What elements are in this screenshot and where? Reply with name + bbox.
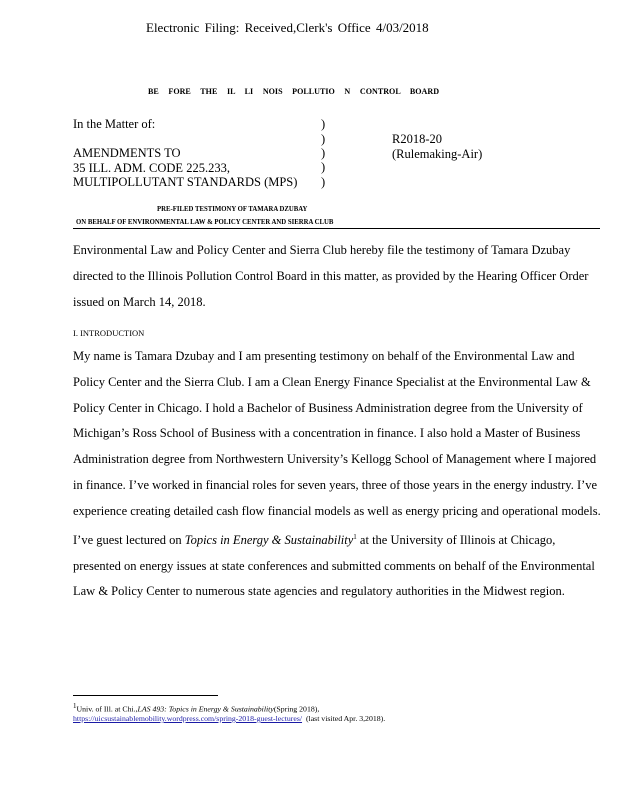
footnote-ref[interactable]: 1 <box>353 532 357 541</box>
docket-number: R2018-20 <box>392 132 442 146</box>
body-paragraph <box>73 344 605 605</box>
docket-block <box>392 132 482 161</box>
caption-paren: ) <box>321 146 326 160</box>
caption-subject-line: AMENDMENTS TO <box>73 146 181 160</box>
caption-paren: ) <box>321 160 326 174</box>
testimony-title-line2: ON BEHALF OF ENVIRONMENTAL LAW & POLICY CENTER AND SIERRA CLUB <box>76 217 334 226</box>
caption-subject-line: 35 ILL. ADM. CODE 225.233, <box>73 160 230 175</box>
board-title: BE FORE THE IL LI NOIS POLLUTIO N CONTROL BOARD <box>148 86 440 96</box>
footnote-link[interactable]: https://uicsustainablemobility.wordpress.com/spring-2018-guest-lectures/ <box>73 714 303 723</box>
footnote-text: (Spring 2018), <box>273 704 320 714</box>
footnote-course: LAS 493: Topics in Energy & Sustainability <box>137 704 274 714</box>
filing-stamp: Electronic Filing: Received,Clerk's Office 4/03/2018 <box>146 20 429 35</box>
in-the-matter-label: In the Matter of: <box>73 117 156 131</box>
caption-paren: ) <box>321 175 326 189</box>
caption-subject-line: MULTIPOLLUTANT STANDARDS (MPS) <box>73 175 298 189</box>
footnote-marker: 1 <box>73 702 77 710</box>
footnote-visited: (last visited Apr. 3,2018). <box>305 714 386 723</box>
docket-type: (Rulemaking-Air) <box>392 146 483 161</box>
caption-paren: ) <box>321 117 326 131</box>
body-text: My name is Tamara Dzubay and I am presenting testimony on behalf of the Environmental Law and Policy Center and the Sierra Club. I am a Clean Energy Finance Specialist at the Environmental Law & Policy Center in Chicago. I hold a Bachelor of Business Administration degree from the University of Michigan’s Ross School of Business with a concentration in finance. I also hold a Master of Business Administration degree from Northwestern University’s Kellogg School of Management where I majored in finance. I’ve worked in financial roles for seven years, three of those years in the energy industry. I’ve experience creating detailed cash flow financial models as well as energy pricing and operational models. I’ve guest lectured on <box>73 349 601 547</box>
intro-paragraph: Environmental Law and Policy Center and Sierra Club hereby file the testimony of Tamara Dzubay directed to the Illinois Pollution Control Board in this matter, as provided by the Hearing Officer Order issued on March 14, 2018. <box>73 243 589 309</box>
title-underline <box>73 228 600 229</box>
caption-paren: ) <box>321 132 326 146</box>
body-text: at the University of Illinois at Chicago, presented on energy issues at state conferences and submitted comments on behalf of the Environmental Law & Policy Center to numerous state agencies and regulatory authorities in the Midwest region. <box>73 532 595 599</box>
section-heading: I. INTRODUCTION <box>73 328 145 338</box>
caption-subject <box>73 146 297 190</box>
footnote-separator <box>73 695 218 696</box>
testimony-title-line1: PRE-FILED TESTIMONY OF TAMARA DZUBAY <box>157 204 308 213</box>
footnote-text: Univ. of Ill. at Chi., <box>76 704 138 714</box>
course-title: Topics in Energy & Sustainability <box>184 532 354 547</box>
footnote-line2 <box>73 713 385 724</box>
